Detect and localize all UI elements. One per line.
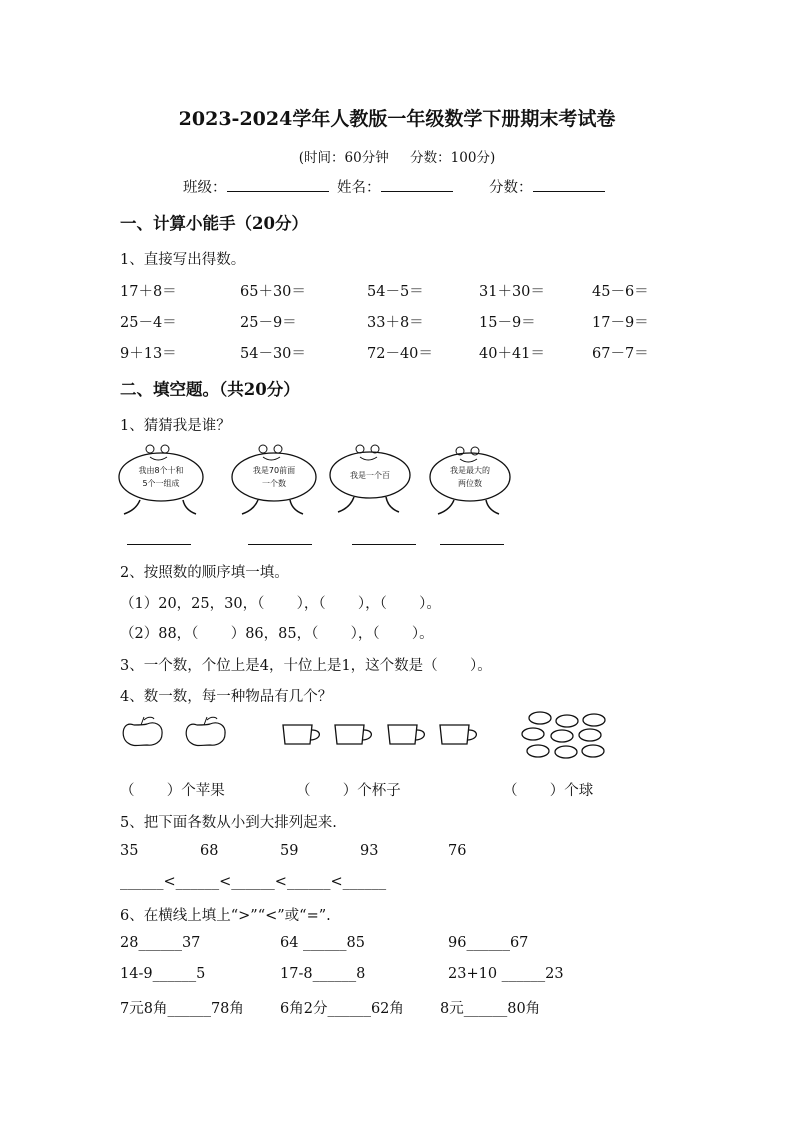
riddle-character-4	[430, 447, 510, 514]
riddle-character-1	[119, 445, 203, 514]
math-item: 54－5＝	[367, 284, 424, 300]
math-item: 54－30＝	[240, 346, 306, 362]
s2-q2-label: 2、按照数的顺序填一填。	[120, 565, 289, 581]
riddle-text: 5个一组成	[142, 479, 180, 488]
section1-heading: 一、计算小能手（20分）	[120, 214, 308, 233]
math-item: 9＋13＝	[120, 346, 177, 362]
compare-item: 23+10 ______23	[448, 966, 564, 982]
score-blank	[533, 177, 605, 192]
compare-item: 8元______80角	[440, 1001, 541, 1017]
math-item: 72－40＝	[367, 346, 433, 362]
riddle-text: 一个数	[262, 479, 286, 488]
s2-q2-line1: （1）20，25，30，（ ），（ ），（ ）。	[120, 596, 441, 612]
s2-q3-label: 3、一个数，个位上是4，十位上是1，这个数是（ ）。	[120, 658, 492, 674]
math-item: 25－9＝	[240, 315, 297, 331]
compare-item: 96______67	[448, 935, 529, 951]
balls-answer: （ ）个球	[503, 783, 594, 799]
answer-line	[127, 544, 191, 545]
compare-item: 6角2分______62角	[280, 1001, 404, 1017]
math-item: 17＋8＝	[120, 284, 177, 300]
score-field	[489, 176, 605, 197]
class-field	[183, 176, 329, 197]
math-item: 45－6＝	[592, 284, 649, 300]
name-label: 姓名：	[337, 180, 381, 196]
cup-icon	[335, 725, 371, 744]
exam-time-score: (时间：60分钟 分数：100分)	[298, 150, 496, 166]
riddle-characters	[0, 440, 794, 550]
ball-group-icon	[522, 712, 605, 758]
number-item: 59	[280, 843, 299, 859]
riddle-character-3	[330, 445, 410, 512]
compare-item: 14-9______5	[120, 966, 206, 982]
name-field	[337, 176, 453, 197]
math-item: 40＋41＝	[479, 346, 545, 362]
section2-heading: 二、填空题。（共20分）	[120, 380, 300, 399]
cup-icon	[283, 725, 319, 744]
math-item: 15－9＝	[479, 315, 536, 331]
apple-icon	[186, 717, 225, 746]
compare-item: 7元8角______78角	[120, 1001, 244, 1017]
s1-q1-label: 1、直接写出得数。	[120, 252, 246, 268]
answer-line	[352, 544, 416, 545]
apples-answer: （ ）个苹果	[120, 783, 225, 799]
cup-icon	[440, 725, 476, 744]
name-blank	[381, 177, 453, 192]
s2-q6-label: 6、在横线上填上“>”“<”或“=”.	[120, 908, 331, 924]
riddle-text: 两位数	[458, 479, 482, 488]
s2-q1-label: 1、猜猜我是谁？	[120, 418, 231, 434]
riddle-text: 我是70前面	[252, 466, 296, 475]
answer-line	[248, 544, 312, 545]
riddle-character-2	[232, 445, 316, 514]
compare-item: 64 ______85	[280, 935, 366, 951]
math-item: 17－9＝	[592, 315, 649, 331]
answer-line	[440, 544, 504, 545]
order-blanks: ______<______<______<______<______	[120, 874, 387, 890]
s2-q2-line2: （2）88，（ ）86，85，（ ），（ ）。	[120, 626, 434, 642]
math-item: 67－7＝	[592, 346, 649, 362]
math-item: 33＋8＝	[367, 315, 424, 331]
cup-icon	[388, 725, 424, 744]
counting-pictures	[0, 708, 794, 768]
class-label: 班级：	[183, 180, 227, 196]
apple-icon	[123, 717, 162, 746]
class-blank	[227, 177, 329, 192]
page-title: 2023-2024学年人教版一年级数学下册期末考试卷	[178, 108, 616, 130]
number-item: 68	[200, 843, 219, 859]
score-label: 分数：	[489, 180, 533, 196]
riddle-text: 我由8个十和	[138, 466, 184, 475]
math-item: 25－4＝	[120, 315, 177, 331]
math-item: 31＋30＝	[479, 284, 545, 300]
number-item: 76	[448, 843, 467, 859]
riddle-text: 我是最大的	[450, 466, 490, 475]
number-item: 93	[360, 843, 379, 859]
cups-answer: （ ）个杯子	[296, 783, 401, 799]
math-item: 65＋30＝	[240, 284, 306, 300]
s2-q5-label: 5、把下面各数从小到大排列起来.	[120, 815, 337, 831]
riddle-text: 我是一个百	[350, 471, 390, 480]
compare-item: 28______37	[120, 935, 201, 951]
number-item: 35	[120, 843, 139, 859]
compare-item: 17-8______8	[280, 966, 366, 982]
s2-q4-label: 4、数一数，每一种物品有几个？	[120, 689, 333, 705]
